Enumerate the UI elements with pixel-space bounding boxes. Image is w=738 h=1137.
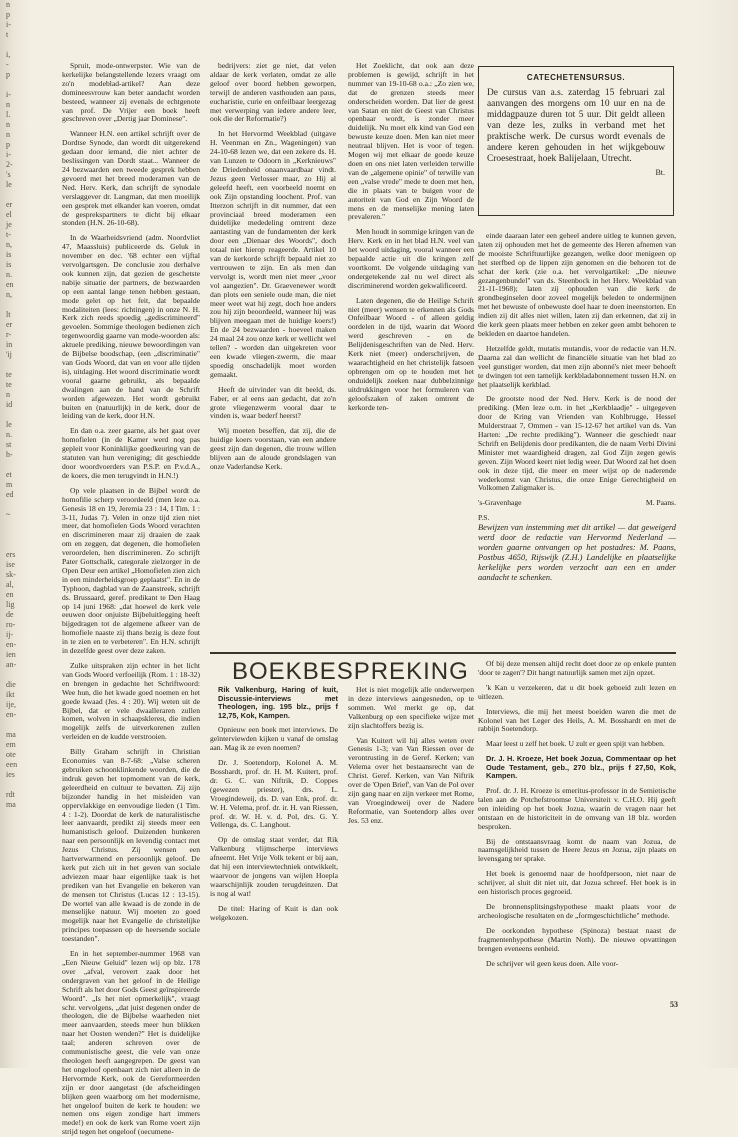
- paragraph: In de Waarheidsvriend (adm. Noordvliet 47, Maassluis) publiceerde ds. Geluk in november en dec. '68 echter een vijftal vervolgartsgen. De conclusie zou derhalve ook kunnen zijn, dat gezien de geschetste nabije situatie der partners, de bezwaarden op een aantal lange tenen hebben gestaan, mode gelet op het feit, dat bepaalde modaliteiten (lees: richtingen) in onze N. H. Kerk zich reeds spoedig „gediscrimineerd" gevoelen. Sommige theologen bedienen zich tegenwoordig gaarne van mode-woorden als: aktuele prediking, nieuwe bewoordingen van de Bijbelse boodschap, (een „discriminatie" van Gods Woord, dat van en voor alle tijden is), uitdaging. Het woord discriminatie wordt vooral gaarne gebruikt, als bepaalde dwalingen aan de hand van de Schrift worden afgewezen. Het wordt gebruikt buiten en (natuurlijk) in de kerk, door de leiding van de kerk, door H.N.: [62, 233, 200, 421]
- paragraph: De grootste nood der Ned. Herv. Kerk is de nood der prediking. (Men leze o.m. in het „Kerkblaadje" - uitgegeven door de Kring van Vrienden van Kohlbrugge, Hessel Mulderstraat 7, Ommen - van 15-12-67 het artikel van ds. Van Harten: „De rechte prediking"). Wanneer die geschiedt naar Schrift en Belijdenis door predikanten, die de naam Verbi Divini Minister met waardigheid dragen, zal God Zijn zegen gewis geven. Zijn Woord keert niet ledig weer. Dat Woord zal het doen ook in deze tijd, die meer en meer wijst op de naderende wederkomst van Christus, die onze Enige Gerechtigheid en Volkomen Zaligmaker is.: [478, 394, 676, 493]
- paragraph: En in het september-nummer 1968 van „Een Nieuw Geluid" lezen wij op blz. 178 over „afval, verovert zaak door het ondergraven van het geloof in de Heilige Schrift als het door Gods Geest geïnspireerde Woord". „Is het niet opmerkelijk", vraagt schr. vervolgens, „dat juist degenen onder de theologen, die de Bijbelse waarheden niet meer aanvaarden, steeds meer hun blikken naar het Oosten wenden?" Het is duidelijke taal; anderen schreven over de communistische geest, die vele van onze theologen heeft aangegrepen. De geest van het ongeloof openbaart zich niet alleen in de Hervormde Kerk, ook de Gereformeerden zijn er door aangetast (de afscheidingen blijken geen waarborg om het modernisme, het ongeloof buiten de kerk te houden: we nemen ons eigen zondige hart immers mede!) en ook de kerk van Rome voert zijn strijd tegen het ongeloof (oecumene-: [62, 949, 200, 1137]
- spine-fragment: p: [6, 70, 10, 79]
- paragraph: De bronnensplitsingshypothese maakt plaats voor de archeologische resultaten en de „formgeschichtliche" methode.: [478, 902, 676, 920]
- spine-fragment: [0, 460, 30, 470]
- column-3: [478, 232, 676, 582]
- spine-fragment: in: [6, 340, 13, 349]
- spine-fragment: [0, 80, 30, 90]
- spine-fragment: p: [6, 140, 10, 149]
- spine-fragment: t: [6, 30, 9, 39]
- column-1: [62, 61, 200, 1137]
- paragraph: In het Hervormd Weekblad (uitgave H. Veenman en Zn., Wageningen) van 24-10-68 lezen we, dat een zekere ds. H. van Lunzen te Odoorn in „Kerknieuws" de Driedenheid onaanvaardbaar vindt. Jezus geen Verlosser maar, zo Hij al geleefd heeft, een voorbeeld noemt en ook Zijn opstanding loochent. Prof. van Itterzon schrijft in dit nummer, dat een provinciaal breed moderamen een duidelijke mededeling omtrent deze aantasting van de fundamenten der kerk door een „Dienaar des Woords", doch totaal niet hierop reageerde. Artikel 10 van de kerkorde schrijft bepaald niet zo vertrouwen te zijn. En als men dan vervolgt is, wordt men niet meer „voor vol aangezien". Dr. Graevenewer wordt dan plots een seniele oude man, die niet meer weet wat hij zegt, doch hoe anders zou hij zijn beoordeeld, wanneer hij was blijven meegaan met de huidige koers!) En de 24 bezwaarden - hoeveel maken 24 maal 24 zou onze kerk er wellicht wel tellen? - worden dan uitgekreten voor een kwade vliegen-zwerm, die maar spoedig onschadelijk moet worden gemaakt.: [210, 129, 336, 379]
- review-column-2: [348, 686, 474, 1086]
- spine-fragment: is: [6, 260, 12, 269]
- paragraph: Men houdt in sommige kringen van de Herv. Kerk en in het blad H.N. veel van het woord uitdaging, vooral wanneer een bepaalde actie uit die kringen zelf voortkomt. De volgende uitdaging van ondergetekende zal nu wel direct als discriminerend worden gekwalificeerd.: [348, 227, 474, 290]
- column-2: [210, 62, 336, 572]
- spine-fragment: [0, 780, 30, 790]
- paragraph: Dr. J. Soetendorp, Kolonel A. M. Bosshardt, prof. dr. H. M. Kuitert, prof. dr. G. C. van Niftrik, D. Coppes (gewezen priester), drs. L. Vroegindeweij, ds. D. van Enk, prof. dr. W. H. Velema, prof. dr. ir. H. van Riessen, prof. dr. W. H. v. d. Pol, drs. G. Y. Vellenga, ds. C. Langhout.: [210, 758, 338, 830]
- spine-fragment: n,: [6, 290, 12, 299]
- notice-body: De cursus van a.s. zaterdag 15 februari zal aanvangen des morgens om 10 uur en na de middagpauze duren tot 5 uur. Dit geldt alleen van deze les, zulks in verband met het praktische werk. De cursus wordt evenals de andere keren gehouden in het wijkgebouw Croesestraat, hoek Balijelaan, Utrecht.: [487, 88, 665, 164]
- paragraph: Prof. dr. J. H. Kroeze is emeritus-professor in de Semietische talen aan de Potchefstroomse Universiteit v. C.H.O. Hij geeft een inleiding op het boek Jozua, waarin de vragen naar het ontstaan en de historiciteit in de omvang van 18 blz. worden besproken.: [478, 786, 676, 831]
- spine-fragment: [0, 720, 30, 730]
- paragraph: En dan o.a. zeer gaarne, als het gaat over homofielen (in de Kamer werd nog pas gepleit voor Koninklijke goedkeuring van de statuten van hun vereniging; dit geschiedde door woordvoerders van P.S.P. en P.v.d.A., de koers, die men terugvindt in H.N.!): [62, 426, 200, 480]
- spine-fragment: i-: [6, 20, 11, 29]
- spine-fragment: er: [6, 200, 13, 209]
- paragraph: Het boek is genoemd naar de hoofdpersoon, niet naar de schrijver, al sluit dit niet uit, dat Jozua schreef. Het boek is in een historisch proces gegroeid.: [478, 869, 676, 897]
- ps-text: Bewijzen van instemming met dit artikel — dat geweigerd werd door de redactie van Hervormd Nederland — worden gaarne ontvangen op het postadres: M. Paans, Postbus 4650, Rijswijk (Z.H.) Landelijke en plaatselijke kerkelijke pers worden verzocht aan een en ander aandacht te schenken.: [478, 523, 676, 583]
- paragraph: Wanneer H.N. een artikel schrijft over de Dordtse Synode, dan wordt dit uitgerekend gedaan door iemand, die niet achter de beslissingen van Dordt staat... Wanneer de 24 bezwaarden een tweede gesprek hebben gevoerd met het breed moderamen van de Ned. Herv. Kerk, dan schrijft de synodale verslaggever dr. Langman, dat men moeilijk een gesprek met elkander kan voeren, omdat de gesprekspartners te dicht bij elkaar stonden (H.N. 26-10-68).: [62, 129, 200, 228]
- spine-fragment: m: [6, 480, 13, 489]
- spine-fragment: le: [6, 420, 12, 429]
- paragraph: Billy Graham schrijft in Christian Economies van 8-7-68: „Valse scheren gebruiken schoonklinkende woorden, die de indruk geven het topmoment van de kerk, geleerdheid en cultuur te bevatten. Zij zijn bijzonder handig in het misleiden van oppervlakkige en eenvoudige lieden (1 Tim. 4 : 1-2). Doordat de kerk de naturalistische leer aanvaardt, predikt zij steeds meer een humanistisch geloof. Duizenden hunkeren naar een persoonlijk en levendig contact met Jezus Christus. Zij wensen een hartverwarmend en persoonlijk geloof. De kerk put zich uit in het geven van sociale adviezen maar haar eigenlijke taak is het prediken van het Evangelie en bekeren van de mensen tot Christus (Lucas 12 : 13-15). De wortel van alle kwaad is de zonde in de menselijke natuur. Wij moeten zo goed mogelijk naar het Evangelie de christelijke principes toepassen op de heersende sociale toestanden".: [62, 747, 200, 944]
- paragraph: Of bij deze mensen altijd recht doet door ze op enkele punten 'door te zagen'? Dit hangt natuurlijk samen met zijn opzet.: [478, 659, 676, 677]
- spine-fragment: 's: [6, 170, 11, 179]
- spine-fragment: [0, 500, 30, 510]
- spine-fragment: te: [6, 380, 12, 389]
- paragraph: Op de omslag staat verder, dat Rik Valkenburg vlijmscherpe interviews afneemt. Het Vrije Volk tekent er bij aan, dat hij een interviewtechniek ontwikkelt, waarvoor de jongens van wijlen Hoepla waarschijnlijk zouden terugdeinzen. Dat is nog al wat!: [210, 835, 338, 898]
- spine-fragment: n,: [6, 240, 12, 249]
- spine-fragment: el: [6, 210, 12, 219]
- spine-fragment: n: [6, 100, 10, 109]
- spine-fragment: [0, 520, 30, 530]
- spine-fragment: r-: [6, 330, 12, 339]
- spine-fragment: ije,: [6, 700, 16, 709]
- spine-fragment: n: [6, 390, 10, 399]
- spine-fragment: [0, 190, 30, 200]
- spine-fragment: ~: [6, 510, 11, 519]
- spine-fragment: ma: [6, 800, 16, 809]
- spine-fragment: een: [6, 760, 18, 769]
- paragraph: Van Kuitert wil hij alles weten over Genesis 1-3; van Van Riessen over de verontrusting in de Geref. Kerken; van Velema over het bestaansrecht van de Christ. Geref. Kerken, van Van Niftrik over de 'Open Brief', van Van de Pol over zijn gang naar en zijn verkeer met Rome, van Vroegindeweij over de Nadere Reformatie, van Soetendorp alles over Jes. 53 enz.: [348, 735, 474, 825]
- book-heading: Rik Valkenburg, Haring of kuit, Discussie-interviews met Theologen, ing. 195 blz., prijs f 12,75, Kok, Kampen.: [218, 685, 338, 720]
- paragraph: De schrijver wil geen keus doen. Alle voor-: [486, 958, 619, 968]
- book-heading: Dr. J. H. Kroeze, Het boek Jozua, Commentaar op het Oude Testament, geb., 270 blz., prijs f 27,50, Kok, Kampen.: [486, 754, 676, 781]
- spine-fragment: lig: [6, 600, 15, 609]
- column-middle: [348, 62, 474, 642]
- paragraph: Het is niet mogelijk alle onderwerpen in deze interviews aangesneden, op te sommen. Wel merkt ge op, dat Valkenburg op een specifieke wijze met zijn slachtoffers bezig is.: [348, 685, 474, 730]
- spine-fragment: n.: [6, 430, 12, 439]
- spine-fragment: st: [6, 440, 12, 449]
- spine-fragment: te: [6, 370, 12, 379]
- spine-fragment: n: [6, 120, 10, 129]
- spine-fragment: l.: [6, 110, 11, 119]
- paragraph: 'k Kan u verzekeren, dat u dit boek geboeid zult lezen en uitlezen.: [478, 682, 676, 701]
- spine-fragment: ien: [6, 650, 16, 659]
- spine-fragment: 'ij: [6, 350, 12, 359]
- spine-fragment: ies: [6, 770, 15, 779]
- spine-fragment: ed: [6, 490, 14, 499]
- spine-fragment: rdt: [6, 790, 15, 799]
- spine-fragment: n: [6, 130, 10, 139]
- spine-fragment: i-: [6, 90, 11, 99]
- review-column-3: [478, 660, 676, 1040]
- spine-fragment: i,: [6, 50, 11, 59]
- paragraph: Zulke uitspraken zijn echter in het licht van Gods Woord verfoeilijk (Rom. 1 : 18-32) en brengen in gedachte het Schriftwoord: Wee hun, die het kwade goed noemen en het goede kwaad (Jes. 4 : 20). Wij weten uit de Bijbel, dat er vele dwaalleraren zullen komen, wolven in schaapsklerен, die indien mogelijk zelfs de uitverkorenen zullen verleiden en de kudde verstrooien.: [62, 661, 200, 742]
- paragraph: einde daaraan later een geheel andere uitleg te kunnen geven, laten zij ophouden met het de gemeente des Heren afnemen van de mooiste Schriftuurlijke gezangen, welke door menigeen op het sterfbed op de lippen zijn genomen en die behoren tot de schat der kerk (zie o.a. het vervolgartikel: „De nieuwe gezangenbundel" van ds. Steenbock in het Herv. Weekblad van 21-11-1968); laten zij ophouden van die kerk de grondbeginselen door zoveel mogelijk beleden te ondermijnen met het bewuste of onbewuste doel haar te doen ineenstorten. En indien zij dit alles niet willen, laten zij dan erkennen, dat zij in die kerk geen plaats meer hebben en zeker geen ambt behoren te bekleden en daartoe handelen.: [478, 231, 676, 338]
- paragraph: Bij de ontstaansvraag komt de naam van Jozua, de naamsgelijkheid tussen de Heere Jezus en Jozua, zijn plaats en levensgang ter sprake.: [478, 836, 676, 864]
- paragraph: Interviews, die mij het meest boeiden waren die met de Kolonel van het Leger des Heils, A. M. Bosshardt en met de rabbijn Soetendorp.: [478, 706, 676, 734]
- adjacent-page-edge: [0, 0, 30, 1068]
- spine-fragment: ma: [6, 730, 16, 739]
- paragraph: Het Zoeklicht, dat ook aan deze problemen is gewijd, schrijft in het nummer van 19-10-68 o.a.: „Zo zien we, dat de grenzen steeds meer onderscheiden worden. Dat lier de geest van Satan en niet de Geest van Christus openbaar wordt, is zonder meer duidelijk. Nu moet elk kind van God een bewuste keuze doen. Men kan niet meer neutraal blijven. Het is voor of tegen. Mogen wij met elkaar de goede keuze doen en ons niet laten verleiden terwille van de „algemene opinie" of terwille van een „valse vrede" mede te doen met hen, die in plaats van te buigen voor de autoriteit van God en Zijn Woord de mens en de menselijke mening laten prevaleren.": [348, 61, 474, 222]
- spine-fragment: je: [6, 220, 12, 229]
- spine-fragment: [0, 670, 30, 680]
- spine-fragment: en-: [6, 640, 17, 649]
- spine-fragment: ise: [6, 560, 15, 569]
- spine-fragment: [0, 410, 30, 420]
- spine-fragment: an-: [6, 660, 17, 669]
- spine-fragment: [0, 360, 30, 370]
- spine-fragment: sk-: [6, 570, 16, 579]
- spine-fragment: le: [6, 180, 12, 189]
- spine-fragment: id: [6, 400, 13, 409]
- spine-fragment: lt: [6, 310, 11, 319]
- spine-fragment: n: [6, 0, 10, 9]
- spine-fragment: [0, 530, 30, 540]
- spine-fragment: en: [6, 280, 14, 289]
- spine-fragment: 2-: [6, 160, 13, 169]
- paragraph: Heeft de uitvinder van dit beeld, ds. Faber, er al eens aan gedacht, dat zo'n grote vliegenzwerm vooral daar te vinden is, waar bederf heerst?: [210, 384, 336, 421]
- spine-fragment: [0, 540, 30, 550]
- paragraph: Maar leest u zelf het boek. U zult er geen spijt van hebben.: [486, 739, 665, 749]
- paragraph: Opnieuw een boek met interviews. De geïnterviewden kijken u vanaf de omslag aan. Mag ik ze even noemen?: [210, 725, 338, 753]
- paragraph: Op vele plaatsen in de Bijbel wordt de homofilie scherp veroordeeld (men leze o.a. Genesis 18 en 19, Jeremia 23 : 14, I Tim. 1 : 3-11, Judas 7). Velen in onze tijd zien niet meer, dat homofielen Gods Woord verachten en discrimineren maar zij draaien de zaak om en zeggen, dat degenen, die homofielen veroordelen, hen discrimineren. Zo schrijft Pater Gottschalk, categorale zielzorger in de Open Deur een artikel „Homofielen zien zich in een minderheidsgroep geplaatst". En in de Typhoon, dagblad van de Zaanstreek, schrijft ds. Brussaard, geref. predikant te Den Haag op 14 juni 1968: „dat hoewel de kerk vele eeuwen door onjuiste Bijbeluitlegging heeft bijgedragen tot de algemene afkeer van de homofiele naaste zij thans bezig is deze fout in te zien en te verbeteren". En H.N. schrijft in dezelfde geest over deze zaken.: [62, 485, 200, 656]
- section-divider: [210, 652, 676, 654]
- spine-fragment: [0, 300, 30, 310]
- spine-fragment: em: [6, 740, 16, 749]
- spine-fragment: en-: [6, 710, 17, 719]
- spine-fragment: i-: [6, 150, 11, 159]
- spine-fragment: die: [6, 680, 16, 689]
- spine-fragment: et: [6, 470, 12, 479]
- spine-fragment: er: [6, 320, 13, 329]
- spine-fragment: al,: [6, 580, 14, 589]
- spine-fragment: ikt: [6, 690, 15, 699]
- paragraph: Hetzelfde geldt, mutatis mutandis, voor de redactie van H.N. Daarna zal dan wellicht de financiële situatie van het blad zo veel gunstiger worden, dat men zijn abonné's niet meer behoeft te dwingen tot een tamelijk kerkbladabonnement tussen H.N. en het plaatselijk kerkblad.: [478, 343, 676, 389]
- spine-fragment: ro-: [6, 620, 16, 629]
- catechetencursus-notice: [478, 66, 674, 216]
- ps-label: P.S.: [478, 513, 490, 523]
- author: M. Paans.: [645, 498, 676, 508]
- spine-fragment: is: [6, 250, 12, 259]
- notice-signature: Bt.: [655, 168, 665, 177]
- notice-title: CATECHETENSURSUS.: [526, 73, 626, 82]
- paragraph: Laten degenen, die de Heilige Schrift niet (meer) wensen te erkennen als Gods Onfeilbaar Woord - of alleen geldig oordelen in de tijd, waarin dat Woord werd geschreven - en de Belijdenisgeschriften van de Ned. Herv. Kerk niet (meer) onderschrijven, de waarachtigheid en het christelijk fatsoen opbrengen om op te houden met het onduidelijk zoeken naar dubbelzinnige uitdrukkingen voor het formuleren van geloofszaken of zaken omtrent de kerkorde ten-: [348, 295, 474, 412]
- spine-fragment: p: [6, 10, 10, 19]
- page-number: 53: [670, 1000, 678, 1009]
- paragraph: De oorkonden hypothese (Spinoza) bestaat naast de fragmentenhypothese (Martin Noth). De nieuwe opvattingen brengen eveneens eenheid.: [478, 925, 676, 953]
- author-line: [478, 499, 676, 508]
- paragraph: De titel: Haring of Kuit is dan ook welgekozen.: [210, 903, 338, 922]
- spine-fragment: ij-: [6, 630, 14, 639]
- place: 's-Gravenhage: [478, 498, 522, 508]
- spine-fragment: t-: [6, 230, 11, 239]
- paragraph: bedrijvers: ziet ge niet, dat velen aldaar de kerk verlaten, omdat ze alle geloof over boord hebben geworpen, terwijl de anderen vasthouden aan paus, eucharistie, curie en onfeilbaar leergezag met verwerping van iedere andere leer, ook die der Reformatie?): [210, 61, 336, 124]
- spine-fragment: en: [6, 590, 14, 599]
- paragraph: Wij moeten beseffen, dat zij, die de huidige koers voorstaan, van een andere geest zijn dan degenen, die trouw willen blijven aan de aloude grondslagen van onze Vaderlandse Kerk.: [210, 426, 336, 471]
- section-title: BOEKBESPREKING: [232, 658, 469, 685]
- spine-fragment: ers: [6, 550, 16, 559]
- spine-fragment: -: [6, 60, 9, 69]
- paragraph: Spruit, mode-ontwerpster. Wie van de kerkelijke belangstellende lezers vraagt om zo'n modeblad-artikel? Aan deze domineesvrouw kan beter aandacht worden besteed, wanneer zij evenals de echtgenote van prof. De Vrijer een boek heeft geschreven over „Dertig jaar Dominese".: [62, 61, 200, 124]
- spine-fragment: [0, 40, 30, 50]
- spine-fragment: h-: [6, 450, 13, 459]
- spine-fragment: de: [6, 610, 14, 619]
- spine-fragment: n.: [6, 270, 12, 279]
- review-column-1: [210, 686, 338, 1066]
- spine-fragment: ote: [6, 750, 16, 759]
